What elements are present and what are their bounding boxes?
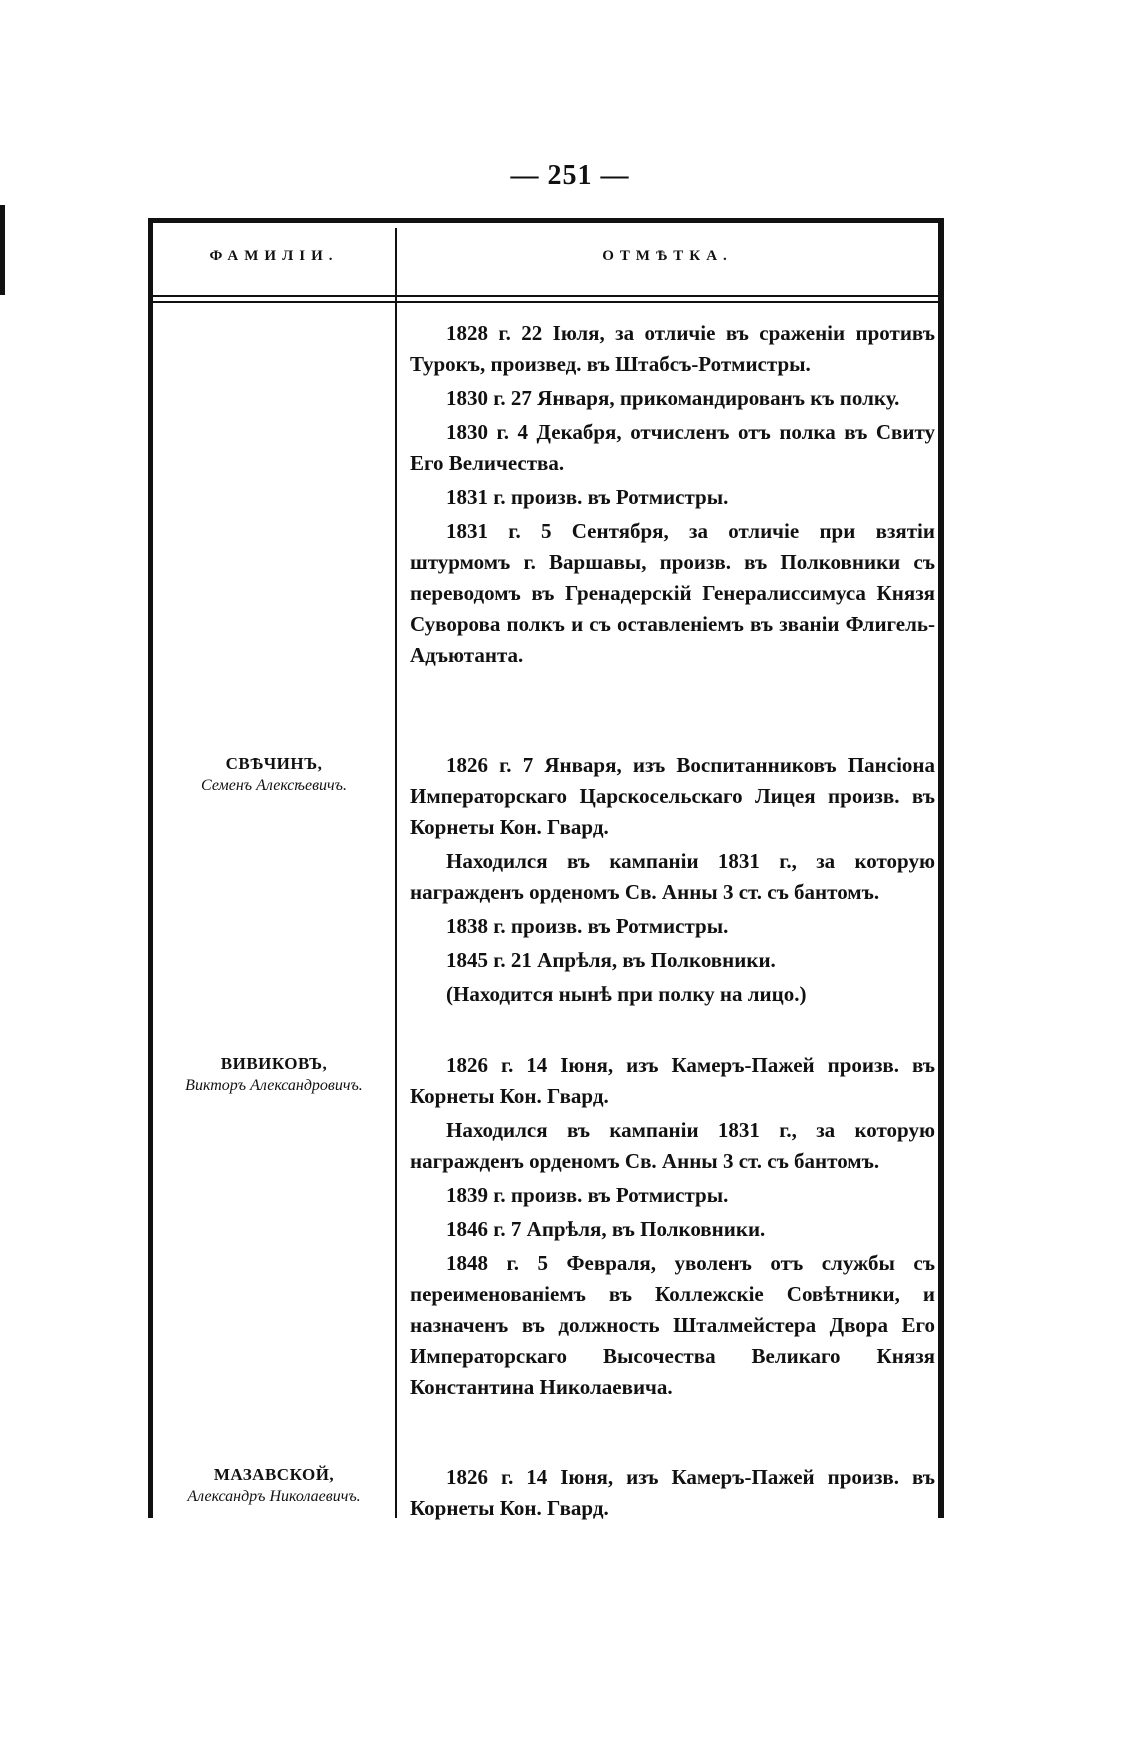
- note-entry: 1828 г. 22 Іюля, за отличіе въ сраженіи противъ Турокъ, произвед. въ Штабсъ-Ротмистры.: [410, 321, 935, 376]
- person-surname: СВѢЧИНЪ,: [225, 754, 323, 773]
- note-entry: 1830 г. 4 Декабря, отчисленъ отъ полка въ Свиту Его Величества.: [410, 420, 935, 475]
- header-rule: [153, 295, 938, 297]
- note-entry: 1846 г. 7 Апрѣля, въ Полковники.: [446, 1217, 766, 1241]
- person-svechin: [153, 753, 395, 797]
- notes-mazavskoy: [410, 1462, 935, 1527]
- person-vivikov: [153, 1053, 395, 1097]
- note-entry: 1830 г. 27 Января, прикомандированъ къ полку.: [446, 386, 900, 410]
- frame-left-border: [148, 218, 153, 1518]
- column-divider: [395, 228, 397, 1518]
- person-mazavskoy: [153, 1464, 395, 1508]
- person-given-name: Викторъ Александровичъ.: [185, 1077, 363, 1094]
- note-entry: 1831 г. произв. въ Ротмистры.: [446, 485, 729, 509]
- note-entry: 1826 г. 7 Января, изъ Воспитанниковъ Пансіона Императорскаго Царскосельскаго Лицея произв. въ Корнеты Кон. Гвард.: [410, 753, 935, 839]
- note-entry: Находился въ кампаніи 1831 г., за которую награжденъ орденомъ Св. Анны 3 ст. съ бантомъ.: [410, 1118, 935, 1173]
- page-number: — 251 —: [510, 160, 630, 191]
- note-entry: 1838 г. произв. въ Ротмистры.: [446, 914, 729, 938]
- header-notes: ОТМѢТКА.: [602, 248, 733, 264]
- note-entry: 1845 г. 21 Апрѣля, въ Полковники.: [446, 948, 776, 972]
- notes-svechin: [410, 750, 935, 1013]
- person-surname: ВИВИКОВЪ,: [220, 1054, 328, 1073]
- note-entry: 1831 г. 5 Сентября, за отличіе при взятіи штурмомъ г. Варшавы, произв. въ Полковники съ переводомъ въ Гренадерскій Генералиссимуса Князя Суворова полкъ и съ оставленіемъ въ званіи Флигель-Адъютанта.: [410, 519, 935, 667]
- frame-right-border: [938, 218, 944, 1518]
- person-surname: МАЗАВСКОЙ,: [213, 1465, 335, 1484]
- note-entry: 1839 г. произв. въ Ротмистры.: [446, 1183, 729, 1207]
- person-given-name: Семенъ Алексѣевичъ.: [201, 777, 347, 794]
- note-entry: Находился въ кампаніи 1831 г., за которую награжденъ орденомъ Св. Анны 3 ст. съ бантомъ.: [410, 849, 935, 904]
- margin-mark: [0, 205, 5, 295]
- note-entry: 1848 г. 5 Февраля, уволенъ отъ службы съ переименованіемъ въ Коллежскіе Совѣтники, и назначенъ въ должность Шталмейстера Двора Его Императорскаго Высочества Великаго Князя Константина Николаевича.: [410, 1251, 935, 1399]
- notes-continuation: [410, 318, 935, 674]
- person-given-name: Александръ Николаевичъ.: [187, 1488, 361, 1505]
- note-entry: 1826 г. 14 Іюня, изъ Камеръ-Пажей произв. въ Корнеты Кон. Гвард.: [410, 1053, 935, 1108]
- note-entry: (Находится нынѣ при полку на лицо.): [446, 982, 807, 1006]
- header-rule: [153, 301, 938, 303]
- note-entry: 1826 г. 14 Іюня, изъ Камеръ-Пажей произв. въ Корнеты Кон. Гвард.: [410, 1465, 935, 1520]
- notes-vivikov: [410, 1050, 935, 1406]
- header-surnames: ФАМИЛІИ.: [209, 248, 339, 264]
